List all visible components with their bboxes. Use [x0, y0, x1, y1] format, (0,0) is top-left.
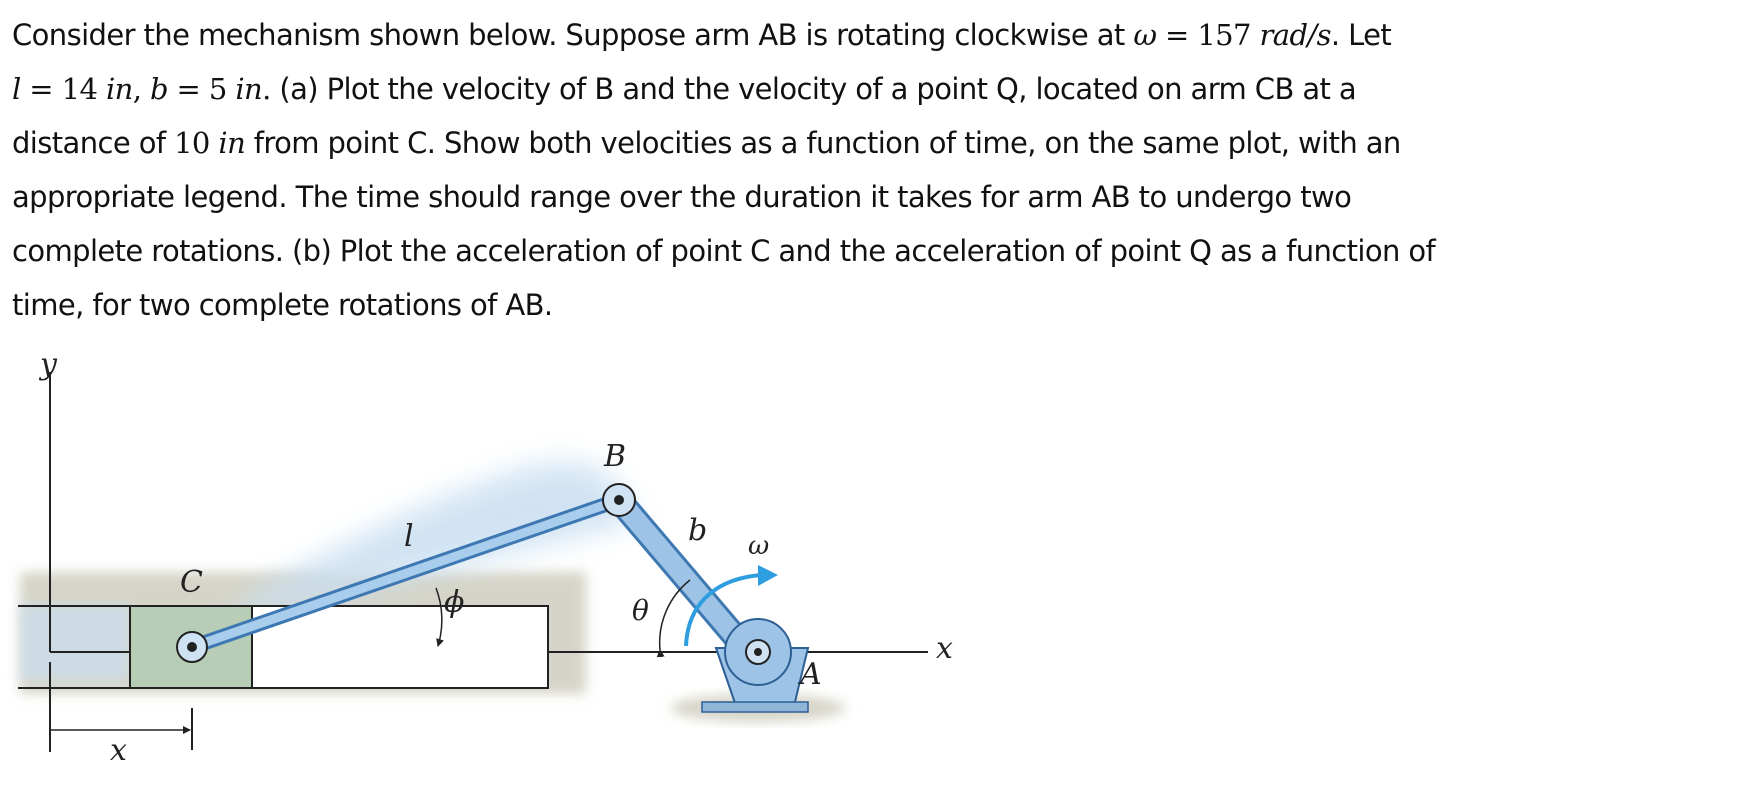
problem-line-2: l = 14 in, b = 5 in. (a) Plot the velocity of B and the velocity of a point Q, located on arm CB at a — [12, 72, 1357, 106]
b-value: 5 — [208, 72, 227, 106]
l-symbol: l — [12, 72, 21, 106]
angle-theta-label: θ — [632, 594, 649, 627]
pin-b-inner — [614, 495, 624, 505]
point-a-label: A — [800, 657, 822, 692]
problem-line-5: complete rotations. (b) Plot the acceleration of point C and the acceleration of point Q as a function of — [12, 234, 1436, 268]
slider-motion-blur — [20, 605, 130, 680]
b-symbol: b — [149, 72, 168, 106]
omega-value: 157 — [1197, 18, 1251, 52]
omega-unit: rad/s — [1259, 18, 1331, 52]
omega-symbol: ω — [1133, 18, 1157, 52]
x-axis-label: x — [936, 631, 953, 666]
point-c-label: C — [180, 565, 203, 600]
omega-arrowhead — [758, 565, 778, 586]
pin-a-inner — [754, 648, 762, 656]
y-axis-label: y — [40, 350, 57, 382]
problem-line-6: time, for two complete rotations of AB. — [12, 288, 553, 322]
b-unit: in — [235, 72, 263, 106]
distance-unit: in — [218, 126, 246, 160]
point-b-label: B — [604, 439, 627, 474]
angle-phi-label: ϕ — [444, 585, 465, 620]
pin-c-inner — [187, 642, 197, 652]
mechanism-figure — [0, 350, 960, 780]
problem-statement — [12, 8, 1732, 332]
problem-line-1: Consider the mechanism shown below. Suppose arm AB is rotating clockwise at ω = 157 rad/s. Let — [12, 18, 1392, 52]
distance-value: 10 — [174, 126, 210, 160]
link-l-label: l — [404, 519, 414, 554]
problem-line-3: distance of 10 in from point C. Show both velocities as a function of time, on the same plot, with an — [12, 126, 1401, 160]
x-dim-label: x — [110, 733, 127, 768]
l-unit: in — [105, 72, 133, 106]
link-b-label: b — [688, 513, 708, 548]
base-plate — [702, 702, 808, 712]
omega-label: ω — [748, 531, 770, 561]
problem-line-4: appropriate legend. The time should range over the duration it takes for arm AB to undergo two — [12, 180, 1352, 214]
l-value: 14 — [61, 72, 98, 106]
